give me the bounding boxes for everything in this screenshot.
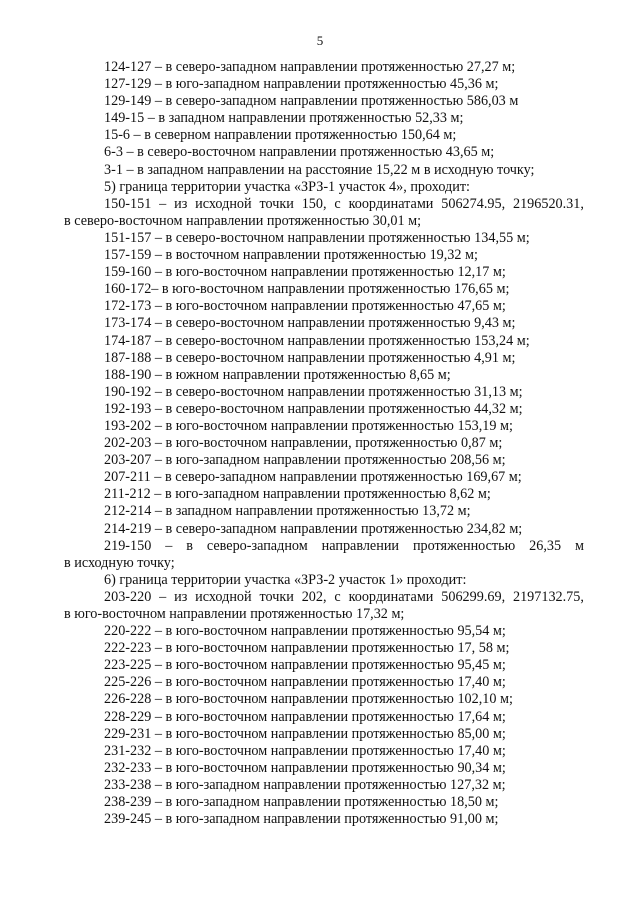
text-line: 173-174 – в северо-восточном направлении протяженностью 9,43 м; — [104, 315, 516, 332]
word: – — [159, 195, 167, 212]
text-line: 157-159 – в восточном направлении протяженностью 19,32 м; — [104, 247, 478, 264]
text-line: 190-192 – в северо-восточном направлении протяженностью 31,13 м; — [104, 383, 523, 400]
text-line: 187-188 – в северо-восточном направлении протяженностью 4,91 м; — [104, 349, 516, 366]
text-line: 238-239 – в юго-западном направлении протяженностью 18,50 м; — [104, 794, 499, 811]
justified-line — [64, 538, 584, 555]
justified-line — [64, 589, 584, 606]
text-line: 226-228 – в юго-восточном направлении протяженностью 102,10 м; — [104, 691, 513, 708]
text-line: 228-229 – в юго-восточном направлении протяженностью 17,64 м; — [104, 708, 506, 725]
page-number: 5 — [316, 33, 324, 48]
word: с — [334, 195, 341, 212]
word: из — [174, 195, 188, 212]
word: координатами — [348, 588, 434, 605]
word: 202, — [301, 588, 327, 605]
word: 506299.69, — [441, 588, 506, 605]
text-line: 220-222 – в юго-восточном направлении протяженностью 95,54 м; — [104, 623, 506, 640]
text-line: 172-173 – в юго-восточном направлении протяженностью 47,65 м; — [104, 298, 506, 315]
document-body — [64, 59, 584, 828]
text-line: 211-212 – в юго-западном направлении протяженностью 8,62 м; — [104, 486, 491, 503]
text-line: 202-203 – в юго-восточном направлении, протяженностью 0,87 м; — [104, 435, 503, 452]
word: – — [165, 537, 173, 554]
text-line: 207-211 – в северо-западном направлении протяженностью 169,67 м; — [104, 469, 522, 486]
word: координатами — [348, 195, 434, 212]
word: – — [159, 588, 167, 605]
word: из — [174, 588, 188, 605]
word: 150, — [301, 195, 327, 212]
word: с — [334, 588, 341, 605]
word: 150-151 — [104, 195, 152, 212]
word: 26,35 — [529, 537, 562, 554]
continuation-line: в исходную точку; — [64, 554, 175, 571]
section-heading-6: 6) граница территории участка «ЗРЗ-2 участок 1» проходит: — [104, 571, 467, 588]
text-line: 124-127 – в северо-западном направлении протяженностью 27,27 м; — [104, 59, 516, 75]
text-line: 129-149 – в северо-западном направлении протяженностью 586,03 м — [104, 93, 519, 110]
text-line: 188-190 – в южном направлении протяженностью 8,65 м; — [104, 366, 451, 383]
word: точки — [259, 588, 294, 605]
text-line: 174-187 – в северо-восточном направлении протяженностью 153,24 м; — [104, 332, 530, 349]
word: 2197132.75, — [512, 588, 584, 605]
continuation-line: в юго-восточном направлении протяженностью 17,32 м; — [64, 606, 405, 622]
text-line: 127-129 – в юго-западном направлении протяженностью 45,36 м; — [104, 76, 499, 93]
continuation-line: в северо-восточном направлении протяженностью 30,01 м; — [64, 212, 422, 229]
text-line: 193-202 – в юго-восточном направлении протяженностью 153,19 м; — [104, 417, 513, 434]
text-line: 159-160 – в юго-восточном направлении протяженностью 12,17 м; — [104, 264, 506, 281]
text-line: 151-157 – в северо-восточном направлении протяженностью 134,55 м; — [104, 229, 530, 246]
text-line: 222-223 – в юго-восточном направлении протяженностью 17, 58 м; — [104, 640, 510, 657]
text-line: 160-172– в юго-восточном направлении протяженностью 176,65 м; — [104, 281, 510, 298]
word: протяженностью — [412, 537, 516, 554]
text-line: 239-245 – в юго-западном направлении протяженностью 91,00 м; — [104, 811, 499, 828]
text-line: 15-6 – в северном направлении протяженностью 150,64 м; — [104, 127, 457, 144]
text-line: 231-232 – в юго-восточном направлении протяженностью 17,40 м; — [104, 742, 506, 759]
section-heading-5: 5) граница территории участка «ЗРЗ-1 участок 4», проходит: — [104, 178, 470, 195]
word: 506274.95, — [441, 195, 506, 212]
word: 2196520.31, — [512, 195, 584, 212]
text-line: 192-193 – в северо-восточном направлении протяженностью 44,32 м; — [104, 400, 523, 417]
text-line: 229-231 – в юго-восточном направлении протяженностью 85,00 м; — [104, 725, 506, 742]
text-line: 223-225 – в юго-восточном направлении протяженностью 95,45 м; — [104, 657, 506, 674]
text-line: 212-214 – в западном направлении протяженностью 13,72 м; — [104, 503, 471, 520]
text-line: 225-226 – в юго-восточном направлении протяженностью 17,40 м; — [104, 674, 506, 691]
word: м — [575, 537, 584, 554]
text-line: 233-238 – в юго-западном направлении протяженностью 127,32 м; — [104, 776, 506, 793]
text-line: 214-219 – в северо-западном направлении протяженностью 234,82 м; — [104, 520, 523, 537]
word: 219-150 — [104, 537, 152, 554]
text-line: 232-233 – в юго-восточном направлении протяженностью 90,34 м; — [104, 759, 506, 776]
word: в — [186, 537, 193, 554]
text-line: 149-15 – в западном направлении протяженностью 52,33 м; — [104, 110, 464, 127]
text-line: 6-3 – в северо-восточном направлении протяженностью 43,65 м; — [104, 144, 495, 161]
text-line: 203-207 – в юго-западном направлении протяженностью 208,56 м; — [104, 452, 506, 469]
word: северо-западном — [206, 537, 308, 554]
word: исходной — [195, 195, 252, 212]
word: 203-220 — [104, 588, 152, 605]
word: направлении — [321, 537, 400, 554]
text-line: 3-1 – в западном направлении на расстояние 15,22 м в исходную точку; — [104, 161, 535, 178]
justified-line — [64, 196, 584, 213]
word: исходной — [195, 588, 252, 605]
word: точки — [259, 195, 294, 212]
